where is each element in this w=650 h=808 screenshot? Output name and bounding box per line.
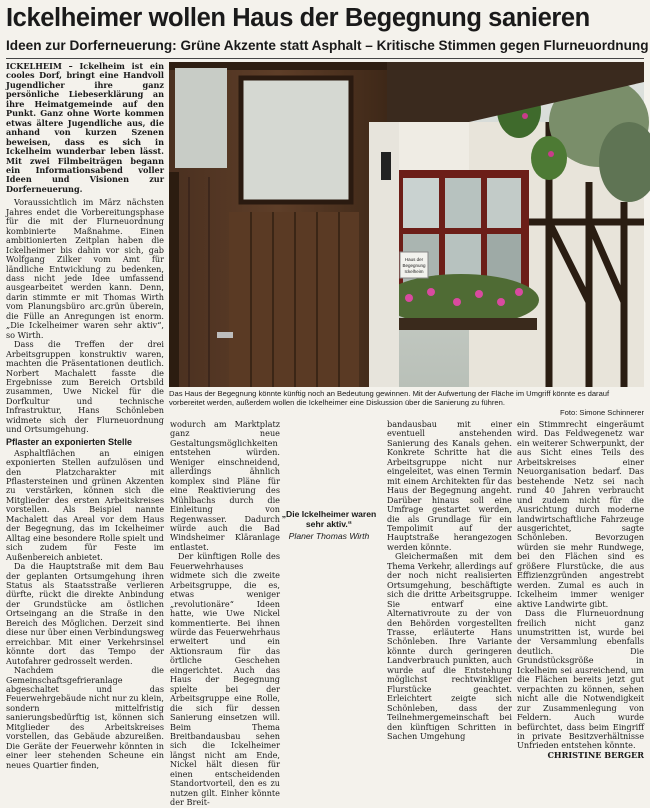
- body-paragraph: wodurch am Marktplatz ganz neue Gestaltungsmöglichkeiten entstehen würden. Weniger einschneidend, allerdings ähnlich komplex sind Pläne für eine Reaktivierung des Mühlbachs durch die Einleitung von Regenwasser. Dadurch würde auch die Bad Windsheimer Kläranlage entlastet.: [170, 419, 280, 552]
- article-column-2: [170, 419, 280, 808]
- subheadline: Ideen zur Dorferneuerung: Grüne Akzente statt Asphalt – Kritische Stimmen gegen Flurneuordnung: [6, 38, 649, 53]
- sign-text-line: Ickelheim: [404, 269, 424, 274]
- body-paragraph: Dass die Flurneuordnung freilich nicht ganz unumstritten ist, wurde bei der Versammlung ebenfalls deutlich. Die Grundstücksgröße in Ickelheim sei ausreichend, um die Flächen bereits jetzt gut verpachten zu können, sehen nicht alle die Notwendigkeit zur Zusammenlegung von Feldern. Auch wurde befürchtet, dass beim Eingriff in private Besitzverhältnisse Unfrieden entstehen könnte.: [517, 608, 644, 751]
- body-paragraph: Asphaltflächen an einigen exponierten Stellen aufzulösen und den Platzcharakter mit Pflastersteinen und grünen Akzenten zu verstärken, können sich die Mitglieder des ersten Arbeitskreises vorstellen. Als Beispiel nannte Machalett das Areal vor dem Haus der Begegnung, das im Ickelheimer Alltag eine besondere Rolle spielt und sich zudem für Feste im Außenbereich anbietet.: [6, 447, 164, 562]
- body-paragraph: Nachdem die Gemeinschaftsgefrieranlage abgeschaltet und das Feuerwehrgebäude nicht nur zu klein, sondern mittelfristig sanierungsbedürftig ist, können sich Mitglieder des Arbeitskreises vorstellen, das Gebäude abzureißen. Die Geräte der Feuerwehr könnten in einer leer stehenden Scheune ein neues Quartier finden,: [6, 665, 164, 770]
- article-column-3: [387, 419, 512, 741]
- house-photo: [169, 62, 644, 387]
- pull-quote-text: „Die Ickelheimer waren sehr aktiv.“: [281, 509, 377, 529]
- body-paragraph: ein Stimmrecht eingeräumt wird. Das Feldwegenetz war ein weiterer Schwerpunkt, der aus Sicht eines Teils des Arbeitskreises einer Neuorganisation bedarf. Das bestehende Netz sei nach rund 40 Jahren verbraucht und zudem nicht für die Ausrichtung durch moderne landwirtschaftliche Fahrzeuge ausgerichtet, sagte Schönleben. Bevorzugen würden sie mehr Rundwege, bei den Flächen sind es größere Flurstücke, die aus Effizienzgründen angestrebt werden. Zumal es auch in Ickelheim immer weniger aktive Landwirte gibt.: [517, 419, 644, 609]
- headline-rule: [6, 58, 644, 59]
- sign-text-line: Begegnung: [402, 263, 426, 268]
- sign-text-line: Haus der: [404, 257, 424, 262]
- pull-quote: [281, 509, 377, 541]
- body-paragraph: Gleichermaßen mit dem Thema Verkehr, allerdings auf der noch nicht realisierten Ortsumgehung, beschäftigte sich die dritte Arbeitsgruppe. Sie entwarf eine Alternativroute zu der von den Behörden vorgestellten Trasse, erläuterte Hans Schönleben. Ihre Variante könnte durch geringeren Landverbrauch punkten, auch wurde auf die Entstehung möglichst rechtwinkliger Flurstücke geachtet. Erleichtert zeigte sich Schönleben, dass der Teilnehmergemeinschaft bei den künftigen Schritten in Sachen Umgehung: [387, 551, 512, 741]
- body-paragraph: Dass die Treffen der drei Arbeitsgruppen konstruktiv waren, machten die Präsentationen deutlich. Norbert Machalett fasste die Ergebnisse zum Bereich Ortsbild zusammen, Uwe Nickel für die Dorfkultur und technische Infrastruktur, Hans Schönleben widmete sich der Flurneuordnung und Ortsumgehung.: [6, 339, 164, 435]
- body-paragraph: Der künftigen Rolle des Feuerwehrhauses widmete sich die zweite Arbeitsgruppe, die es, etwas weniger „revolutionäre“ Ideen hatte, wie Uwe Nickel kommentierte. Bei ihnen würde das Feuerwehrhaus erweitert und ein Aktionsraum für das örtliche Geschehen eingerichtet. Auch das Haus der Begegnung spielte bei der Arbeitsgruppe eine Rolle, die sich für dessen Sanierung einsetzen will. Beim Thema Breitbandausbau sehen sich die Ickelheimer längst nicht am Ende, Nickel hält diesen für einen entscheidenden Standortvorteil, den es zu nutzen gilt. Einher könnte der Breit-: [170, 551, 280, 808]
- photo-credit: Foto: Simone Schinnerer: [560, 407, 644, 417]
- pull-quote-attribution: Planer Thomas Wirth: [288, 531, 370, 541]
- caption-text: Das Haus der Begegnung könnte künftig noch an Bedeutung gewinnen. Mit der Aufwertung der Fläche im Umgriff könnte es darauf vorbereitet werden, außerdem wollen die Ickelheimer eine Diskussion über die Sanierung zu führen.: [169, 389, 610, 408]
- body-paragraph: Voraussichtlich im März nächsten Jahres endet die Vorbereitungsphase für die mit der Flurneuordnung kombinierte Maßnahme. Einen ambitionierten Zeitplan haben die Ickelheimer bis dahin vor sich, gab Wolfgang Zilker vom Amt für ländliche Entwicklung zu bedenken, dass nicht jede Idee umfassend ausgearbeitet werden kann. Denn, darin stimmte er mit Thomas Wirth vom Planungsbüro arc.grün überein, die Fülle an Anregungen ist enorm. „Die Ickelheimer waren sehr aktiv“, so Wirth.: [6, 197, 164, 340]
- article-column-4: [517, 419, 644, 760]
- body-paragraph: bandausbau mit einer eventuell anstehenden Sanierung des Kanals gehen. Konkrete Schritte hat die Arbeitsgruppe nicht nur eingeleitet, was einen Termin mit einem Architekten für das Haus der Begegnung angeht. Darüber hinaus soll eine Umfrage gestartet werden, die als Grundlage für ein Tempolimit auf der Hauptstraße herangezogen werden könnte.: [387, 419, 512, 552]
- house-illustration: [169, 62, 644, 387]
- lead-paragraph: ICKELHEIM – Ickelheim ist ein cooles Dorf, bringt eine Handvoll Jugendlicher ihre ganz persönliche Liebeserklärung an ihre Heimatgemeinde auf den Punkt. Ganz ohne Worte kommen etwas ältere Jugendliche aus, die anhand von kurzen Szenen beweisen, dass es sich in Ickelheim wunderbar leben lässt. Mit zwei Filmbeiträgen begann ein Informationsabend voller Ideen und Visionen zur Dorferneuerung.: [6, 61, 164, 194]
- photo-caption: [169, 389, 644, 417]
- section-heading: Pflaster an exponierten Stelle: [6, 436, 133, 447]
- article-column-1: [6, 61, 164, 770]
- author-byline: CHRISTINE BERGER: [547, 749, 644, 760]
- headline: Ickelheimer wollen Haus der Begegnung sanieren: [6, 4, 590, 32]
- body-paragraph: Da die Hauptstraße mit dem Bau der geplanten Ortsumgehung ihren Status als Staatsstraße verlieren dürfte, rückt die direkte Anbindung der Grundstücke am östlichen Ortseingang an die Straße in den Bereich des Möglichen. Derzeit sind diese nur über einen Verbindungsweg erreichbar. Mit einer Verkehrsinsel könnte dort das Tempo der Autofahrer gedrosselt werden.: [6, 561, 164, 666]
